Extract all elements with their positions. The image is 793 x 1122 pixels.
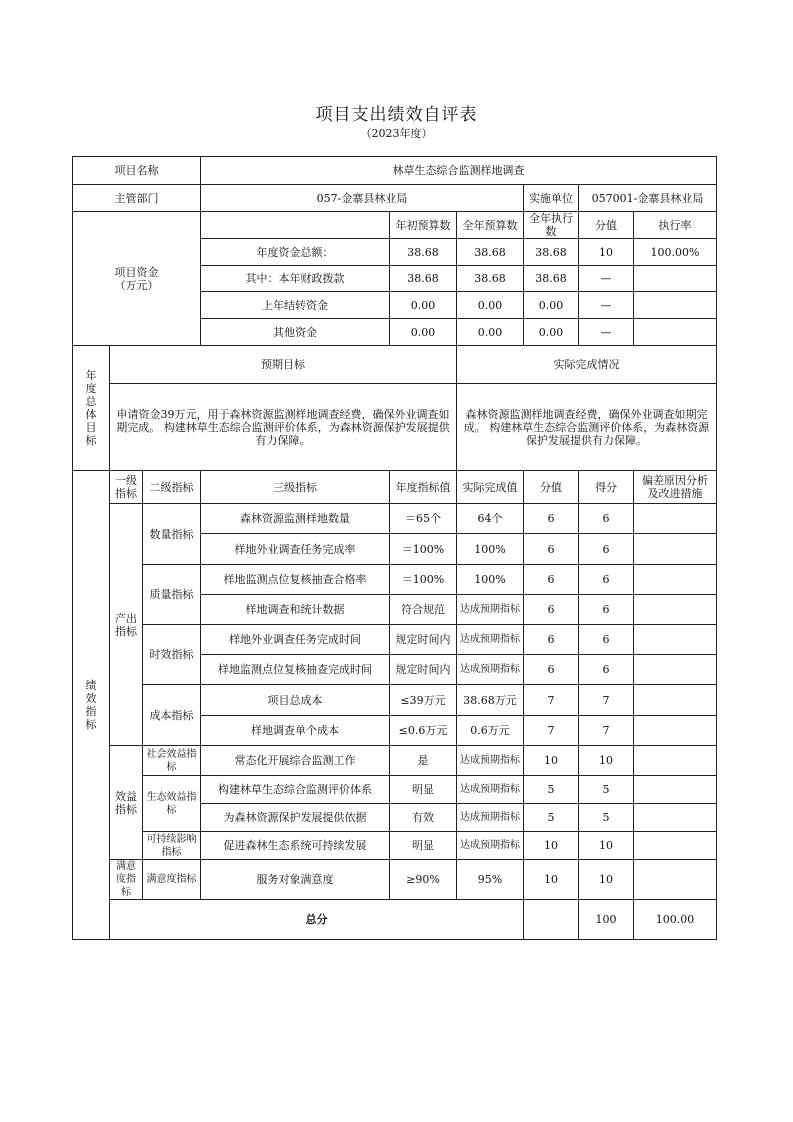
indicator-score: 7 bbox=[579, 716, 634, 746]
indicator-name: 样地外业调查任务完成率 bbox=[201, 534, 390, 565]
funds-row-label: 上年结转资金 bbox=[201, 292, 390, 319]
indicator-target: ＝65个 bbox=[390, 504, 457, 534]
funds-rate bbox=[634, 266, 717, 292]
indicator-name: 样地监测点位复核抽查合格率 bbox=[201, 565, 390, 595]
page-title: 项目支出绩效自评表 bbox=[315, 105, 478, 125]
indicator-score: 6 bbox=[579, 595, 634, 625]
indicator-deviation bbox=[634, 504, 717, 534]
level2-sustainable: 可持续影响指标 bbox=[143, 832, 201, 860]
indicator-score: 6 bbox=[579, 504, 634, 534]
department-value: 057-金寨县林业局 bbox=[201, 185, 524, 212]
funds-annual: 0.00 bbox=[457, 292, 524, 319]
indicator-target: ≥90% bbox=[390, 860, 457, 900]
expected-goal-header: 预期目标 bbox=[110, 346, 457, 384]
annual-goal-label-char: 年 bbox=[85, 369, 97, 382]
indicator-value: 6 bbox=[524, 534, 579, 565]
indicator-name: 样地监测点位复核抽查完成时间 bbox=[201, 655, 390, 685]
total-row bbox=[73, 900, 717, 940]
actual-completion-text: 森林资源监测样地调查经费，确保外业调查如期完成。 构建林草生态综合监测评价体系，为森林资源保护发展提供有力保障。 bbox=[457, 384, 717, 471]
funds-header: 分值 bbox=[579, 212, 634, 239]
level2-timeliness: 时效指标 bbox=[143, 625, 201, 685]
funds-label-line1: 项目资金 bbox=[114, 265, 159, 279]
expected-goal-text: 申请资金39万元，用于森林资源监测样地调查经费，确保外业调查如期完成。 构建林草生态综合监测评价体系，为森林资源保护发展提供有力保障。 bbox=[110, 384, 457, 471]
indicator-score: 6 bbox=[579, 625, 634, 655]
indicator-target: 明显 bbox=[390, 776, 457, 804]
level1-satisfaction: 满意度指标 bbox=[110, 860, 143, 900]
indicator-deviation bbox=[634, 832, 717, 860]
project-name-value: 林草生态综合监测样地调查 bbox=[201, 157, 717, 185]
indicator-value: 6 bbox=[524, 504, 579, 534]
indicator-row bbox=[73, 746, 717, 776]
funds-executed: 0.00 bbox=[524, 319, 579, 346]
value-header: 分值 bbox=[524, 471, 579, 504]
implementing-unit-label: 实施单位 bbox=[524, 185, 579, 212]
actual-header: 实际完成值 bbox=[457, 471, 524, 504]
funds-row-label: 年度资金总额： bbox=[201, 239, 390, 266]
performance-indicator-label bbox=[73, 471, 110, 940]
indicator-name: 促进森林生态系统可持续发展 bbox=[201, 832, 390, 860]
indicator-name: 服务对象满意度 bbox=[201, 860, 390, 900]
indicator-score: 5 bbox=[579, 804, 634, 832]
deviation-header: 偏差原因分析及改进措施 bbox=[634, 471, 717, 504]
funds-score-value: — bbox=[579, 319, 634, 346]
funds-initial: 0.00 bbox=[390, 292, 457, 319]
indicator-actual: 100% bbox=[457, 565, 524, 595]
funds-annual: 38.68 bbox=[457, 266, 524, 292]
annual-goal-label bbox=[73, 346, 110, 471]
indicator-actual: 达成预期指标 bbox=[457, 655, 524, 685]
level2-satisfaction: 满意度指标 bbox=[143, 860, 201, 900]
funds-initial: 38.68 bbox=[390, 266, 457, 292]
indicator-name: 常态化开展综合监测工作 bbox=[201, 746, 390, 776]
indicator-deviation bbox=[634, 565, 717, 595]
funds-initial: 0.00 bbox=[390, 319, 457, 346]
funds-executed: 38.68 bbox=[524, 266, 579, 292]
indicator-target: ≤0.6万元 bbox=[390, 716, 457, 746]
indicator-value: 6 bbox=[524, 625, 579, 655]
funds-header: 年初预算数 bbox=[390, 212, 457, 239]
actual-completion-header: 实际完成情况 bbox=[457, 346, 717, 384]
indicator-actual: 38.68万元 bbox=[457, 685, 524, 716]
performance-label-char: 标 bbox=[85, 718, 97, 731]
indicator-actual: 64个 bbox=[457, 504, 524, 534]
performance-label-char: 效 bbox=[85, 692, 97, 705]
indicator-actual: 达成预期指标 bbox=[457, 804, 524, 832]
indicator-actual: 达成预期指标 bbox=[457, 595, 524, 625]
indicator-value: 6 bbox=[524, 655, 579, 685]
indicator-name: 为森林资源保护发展提供依据 bbox=[201, 804, 390, 832]
indicator-row bbox=[73, 776, 717, 804]
department-row bbox=[73, 185, 717, 212]
indicator-row bbox=[73, 625, 717, 655]
funds-header: 全年预算数 bbox=[457, 212, 524, 239]
level2-header: 二级指标 bbox=[143, 471, 201, 504]
indicator-deviation bbox=[634, 716, 717, 746]
funds-initial: 38.68 bbox=[390, 239, 457, 266]
funds-rate bbox=[634, 292, 717, 319]
indicator-actual: 0.6万元 bbox=[457, 716, 524, 746]
level1-header: 一级指标 bbox=[110, 471, 143, 504]
level2-quality: 质量指标 bbox=[143, 565, 201, 625]
indicator-actual: 95% bbox=[457, 860, 524, 900]
indicator-deviation bbox=[634, 685, 717, 716]
total-blank bbox=[524, 900, 579, 940]
department-label: 主管部门 bbox=[73, 185, 201, 212]
target-header: 年度指标值 bbox=[390, 471, 457, 504]
annual-goal-label-char: 总 bbox=[85, 395, 97, 408]
funds-rate: 100.00% bbox=[634, 239, 717, 266]
indicator-target: 明显 bbox=[390, 832, 457, 860]
indicator-actual: 达成预期指标 bbox=[457, 625, 524, 655]
funds-executed: 38.68 bbox=[524, 239, 579, 266]
indicator-score: 5 bbox=[579, 776, 634, 804]
annual-goal-label-char: 标 bbox=[85, 434, 97, 447]
indicator-name: 样地调查单个成本 bbox=[201, 716, 390, 746]
project-name-label: 项目名称 bbox=[73, 157, 201, 185]
indicator-deviation bbox=[634, 655, 717, 685]
indicator-score: 6 bbox=[579, 655, 634, 685]
indicator-row bbox=[73, 565, 717, 595]
indicator-score: 6 bbox=[579, 565, 634, 595]
annual-goal-label-char: 度 bbox=[85, 382, 97, 395]
indicator-target: ＝100% bbox=[390, 565, 457, 595]
level1-benefit: 效益指标 bbox=[110, 746, 143, 860]
indicator-deviation bbox=[634, 804, 717, 832]
total-score: 100.00 bbox=[634, 900, 717, 940]
indicator-deviation bbox=[634, 860, 717, 900]
indicator-score: 7 bbox=[579, 685, 634, 716]
indicator-actual: 达成预期指标 bbox=[457, 832, 524, 860]
indicator-row bbox=[73, 860, 717, 900]
indicator-name: 样地调查和统计数据 bbox=[201, 595, 390, 625]
indicator-value: 10 bbox=[524, 832, 579, 860]
indicator-deviation bbox=[634, 595, 717, 625]
level2-ecological: 生态效益指标 bbox=[143, 776, 201, 832]
annual-goal-label-char: 目 bbox=[85, 421, 97, 434]
score-header: 得分 bbox=[579, 471, 634, 504]
indicator-deviation bbox=[634, 746, 717, 776]
indicator-target: 规定时间内 bbox=[390, 625, 457, 655]
indicator-actual: 达成预期指标 bbox=[457, 776, 524, 804]
indicator-actual: 达成预期指标 bbox=[457, 746, 524, 776]
indicator-deviation bbox=[634, 534, 717, 565]
indicator-target: 是 bbox=[390, 746, 457, 776]
indicator-row bbox=[73, 685, 717, 716]
implementing-unit-value: 057001-金寨县林业局 bbox=[579, 185, 717, 212]
level2-quantity: 数量指标 bbox=[143, 504, 201, 565]
indicator-target: 符合规范 bbox=[390, 595, 457, 625]
funds-header: 全年执行数 bbox=[524, 212, 579, 239]
funds-annual: 0.00 bbox=[457, 319, 524, 346]
performance-label-char: 指 bbox=[85, 705, 97, 718]
indicator-value: 6 bbox=[524, 565, 579, 595]
indicator-name: 样地外业调查任务完成时间 bbox=[201, 625, 390, 655]
funds-header-blank bbox=[201, 212, 390, 239]
indicator-actual: 100% bbox=[457, 534, 524, 565]
indicator-score: 10 bbox=[579, 860, 634, 900]
indicator-value: 10 bbox=[524, 746, 579, 776]
level3-header: 三级指标 bbox=[201, 471, 390, 504]
funds-label-line2: （万元） bbox=[114, 278, 159, 292]
indicator-score: 6 bbox=[579, 534, 634, 565]
indicator-target: ≤39万元 bbox=[390, 685, 457, 716]
funds-annual: 38.68 bbox=[457, 239, 524, 266]
funds-score-value: 10 bbox=[579, 239, 634, 266]
funds-executed: 0.00 bbox=[524, 292, 579, 319]
funds-score-value: — bbox=[579, 266, 634, 292]
page-subtitle: （2023年度） bbox=[360, 127, 433, 140]
indicator-value: 7 bbox=[524, 685, 579, 716]
indicator-value: 6 bbox=[524, 595, 579, 625]
indicator-score: 10 bbox=[579, 832, 634, 860]
funds-label bbox=[73, 212, 201, 346]
goals-content-row bbox=[73, 384, 717, 471]
indicator-name: 森林资源监测样地数量 bbox=[201, 504, 390, 534]
indicator-deviation bbox=[634, 776, 717, 804]
indicator-deviation bbox=[634, 625, 717, 655]
self-evaluation-table bbox=[72, 156, 717, 940]
indicator-row bbox=[73, 504, 717, 534]
indicator-value: 5 bbox=[524, 776, 579, 804]
total-label: 总分 bbox=[110, 900, 524, 940]
funds-score-value: — bbox=[579, 292, 634, 319]
performance-header-row bbox=[73, 471, 717, 504]
total-value: 100 bbox=[579, 900, 634, 940]
indicator-target: 有效 bbox=[390, 804, 457, 832]
annual-goal-label-char: 体 bbox=[85, 408, 97, 421]
indicator-name: 构建林草生态综合监测评价体系 bbox=[201, 776, 390, 804]
indicator-row bbox=[73, 832, 717, 860]
indicator-name: 项目总成本 bbox=[201, 685, 390, 716]
performance-label-char: 绩 bbox=[85, 679, 97, 692]
goals-header-row bbox=[73, 346, 717, 384]
level1-output: 产出指标 bbox=[110, 504, 143, 746]
indicator-target: 规定时间内 bbox=[390, 655, 457, 685]
funds-header-row bbox=[73, 212, 717, 239]
project-name-row bbox=[73, 157, 717, 185]
funds-rate bbox=[634, 319, 717, 346]
funds-row-label: 其中：本年财政拨款 bbox=[201, 266, 390, 292]
level2-social: 社会效益指标 bbox=[143, 746, 201, 776]
indicator-value: 5 bbox=[524, 804, 579, 832]
indicator-score: 10 bbox=[579, 746, 634, 776]
indicator-value: 7 bbox=[524, 716, 579, 746]
indicator-value: 10 bbox=[524, 860, 579, 900]
funds-header: 执行率 bbox=[634, 212, 717, 239]
indicator-target: ＝100% bbox=[390, 534, 457, 565]
level2-cost: 成本指标 bbox=[143, 685, 201, 746]
funds-row-label: 其他资金 bbox=[201, 319, 390, 346]
